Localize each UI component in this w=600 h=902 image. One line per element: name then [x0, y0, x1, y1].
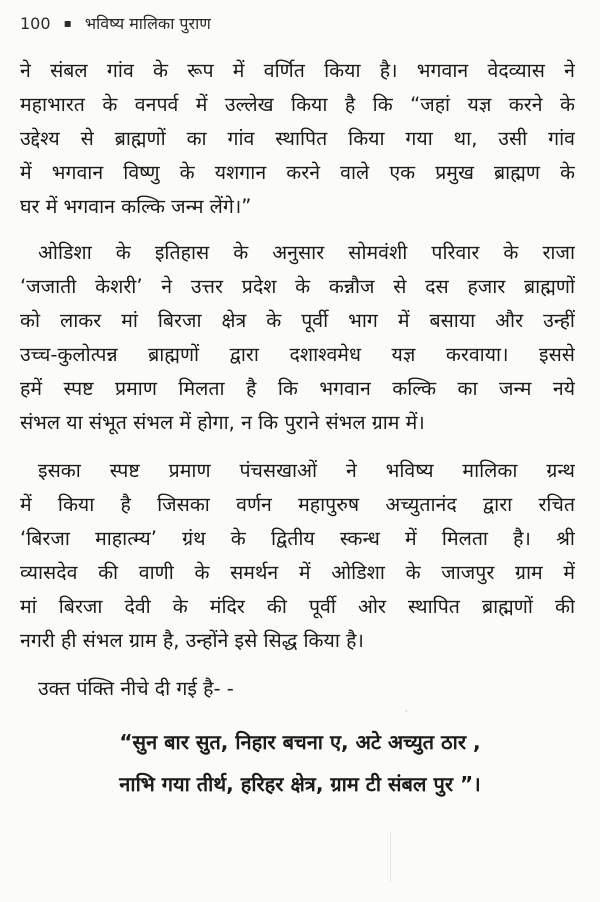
verse-intro: उक्त पंक्ति नीचे दी गई है- - [38, 677, 234, 700]
para1-line-4: में भगवान विष्णु के यशगान करने वाले एक प्रमुख ब्राह्मण के [20, 161, 575, 184]
para3-line-5: मां बिरजा देवी के मंदिर की पूर्वी ओर स्थापित ब्राह्मणों की [20, 595, 575, 618]
para3-line-6: नगरी ही संभल ग्राम है, उन्होंने इसे सिद्ध किया है। [20, 629, 364, 652]
running-header [20, 12, 211, 35]
para3-line-1: इसका स्पष्ट प्रमाण पंचसखाओं ने भविष्य मालिका ग्रन्थ [38, 459, 575, 482]
para1-line-1: ने संबल गांव के रूप में वर्णित किया है। भगवान वेदव्यास ने [20, 59, 575, 82]
show-through-mark: ′ [405, 708, 410, 722]
verse-line-1: “सुन बार सुत, निहार बचना ए, अटे अच्युत ठार , [119, 730, 481, 754]
para2-line-2: ‘जजाती केशरी’ ने उत्तर प्रदेश के कन्नौज से दस हजार ब्राह्मणों [20, 275, 575, 298]
verse-line-2: नाभि गया तीर्थ, हरिहर क्षेत्र, ग्राम टी संबल पुर ”। [119, 772, 481, 796]
para1-line-5: घर में भगवान कल्कि जन्म लेंगे।” [20, 195, 252, 218]
book-title: भविष्य मालिका पुराण [84, 14, 211, 33]
para1-line-3: उद्देश्य से ब्राह्मणों का गांव स्थापित किया गया था, उसी गांव [20, 127, 575, 150]
show-through-ghost [390, 832, 471, 882]
para2-line-5: हमें स्पष्ट प्रमाण मिलता है कि भगवान कल्कि का जन्म नये [20, 377, 575, 400]
para1-line-2: महाभारत के वनपर्व में उल्लेख किया है कि “जहां यज्ञ करने के [20, 93, 575, 116]
page-number: 100 [20, 14, 51, 33]
header-bullet: ▪ [63, 16, 72, 30]
para2-line-6: संभल या संभूत संभल में होगा, न कि पुराने संभल ग्राम में। [20, 411, 425, 434]
para2-line-3: को लाकर मां बिरजा क्षेत्र के पूर्वी भाग में बसाया और उन्हीं [20, 309, 575, 332]
para3-line-3: ‘बिरजा माहात्म्य’ ग्रंथ के द्वितीय स्कन्ध में मिलता है। श्री [20, 527, 575, 550]
para2-line-4: उच्च-कुलोत्पन्न ब्राह्मणों द्वारा दशाश्वमेध यज्ञ करवाया। इससे [20, 343, 575, 366]
para2-line-1: ओडिशा के इतिहास के अनुसार सोमवंशी परिवार के राजा [38, 241, 575, 264]
para3-line-2: में किया है जिसका वर्णन महापुरुष अच्युतानंद द्वारा रचित [20, 493, 575, 516]
para3-line-4: व्यासदेव की वाणी के समर्थन में ओडिशा के जाजपुर ग्राम में [20, 561, 575, 584]
